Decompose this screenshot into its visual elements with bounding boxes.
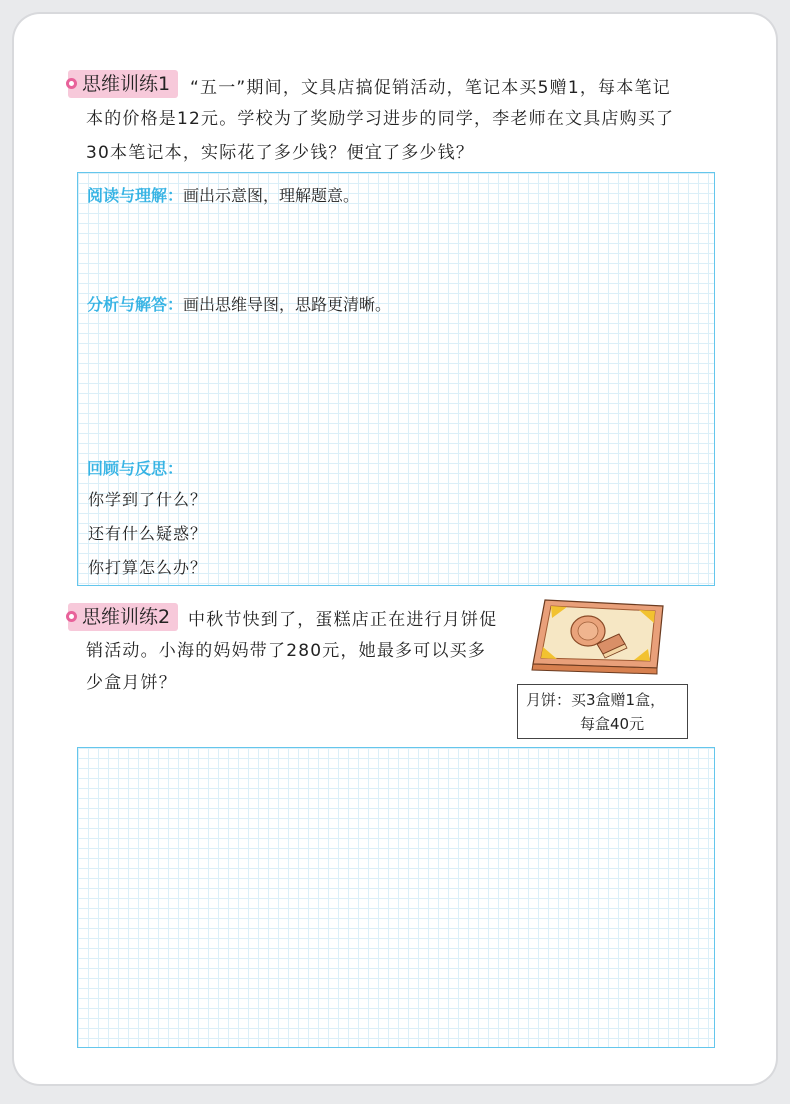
- exercise-1-line-1: “五一”期间，文具店搞促销活动，笔记本买5赠1，每本笔记: [190, 78, 671, 98]
- review-prompt-3: 你打算怎么办？: [88, 558, 208, 577]
- bullet-dot-icon: [66, 611, 77, 622]
- price-info-line-2: 每盒40元: [580, 715, 645, 733]
- mooncake-box-illustration: [515, 598, 690, 678]
- analysis-heading: [87, 292, 391, 315]
- exercise-2-line-3: 少盒月饼？: [86, 673, 177, 693]
- analysis-label: 分析与解答：: [87, 295, 184, 314]
- review-label: 回顾与反思：: [87, 459, 184, 478]
- review-heading: [87, 456, 183, 479]
- exercise-2-tag-label: 思维训练2: [82, 606, 171, 628]
- exercise-2-answer-grid[interactable]: [77, 747, 715, 1048]
- reading-text: 画出示意图，理解题意。: [183, 186, 360, 205]
- reading-heading: [87, 183, 359, 206]
- exercise-2-tag: [68, 603, 178, 631]
- review-prompt-1: 你学到了什么？: [88, 490, 208, 509]
- price-info-box: [517, 684, 688, 739]
- exercise-2-line-1: 中秋节快到了，蛋糕店正在进行月饼促: [188, 610, 498, 630]
- exercise-1-tag: [68, 70, 178, 98]
- bullet-dot-icon: [66, 78, 77, 89]
- reading-label: 阅读与理解：: [87, 186, 184, 205]
- exercise-2-line-2: 销活动。小海的妈妈带了280元，她最多可以买多: [86, 641, 487, 661]
- price-info-line-1: 月饼：买3盒赠1盒，: [526, 691, 666, 709]
- exercise-1-tag-label: 思维训练1: [82, 73, 171, 95]
- analysis-text: 画出思维导图，思路更清晰。: [183, 295, 392, 314]
- exercise-1-line-2: 本的价格是12元。学校为了奖励学习进步的同学，李老师在文具店购买了: [86, 109, 675, 129]
- exercise-1-line-3: 30本笔记本，实际花了多少钱？便宜了多少钱？: [86, 143, 475, 163]
- review-prompt-2: 还有什么疑惑？: [88, 524, 208, 543]
